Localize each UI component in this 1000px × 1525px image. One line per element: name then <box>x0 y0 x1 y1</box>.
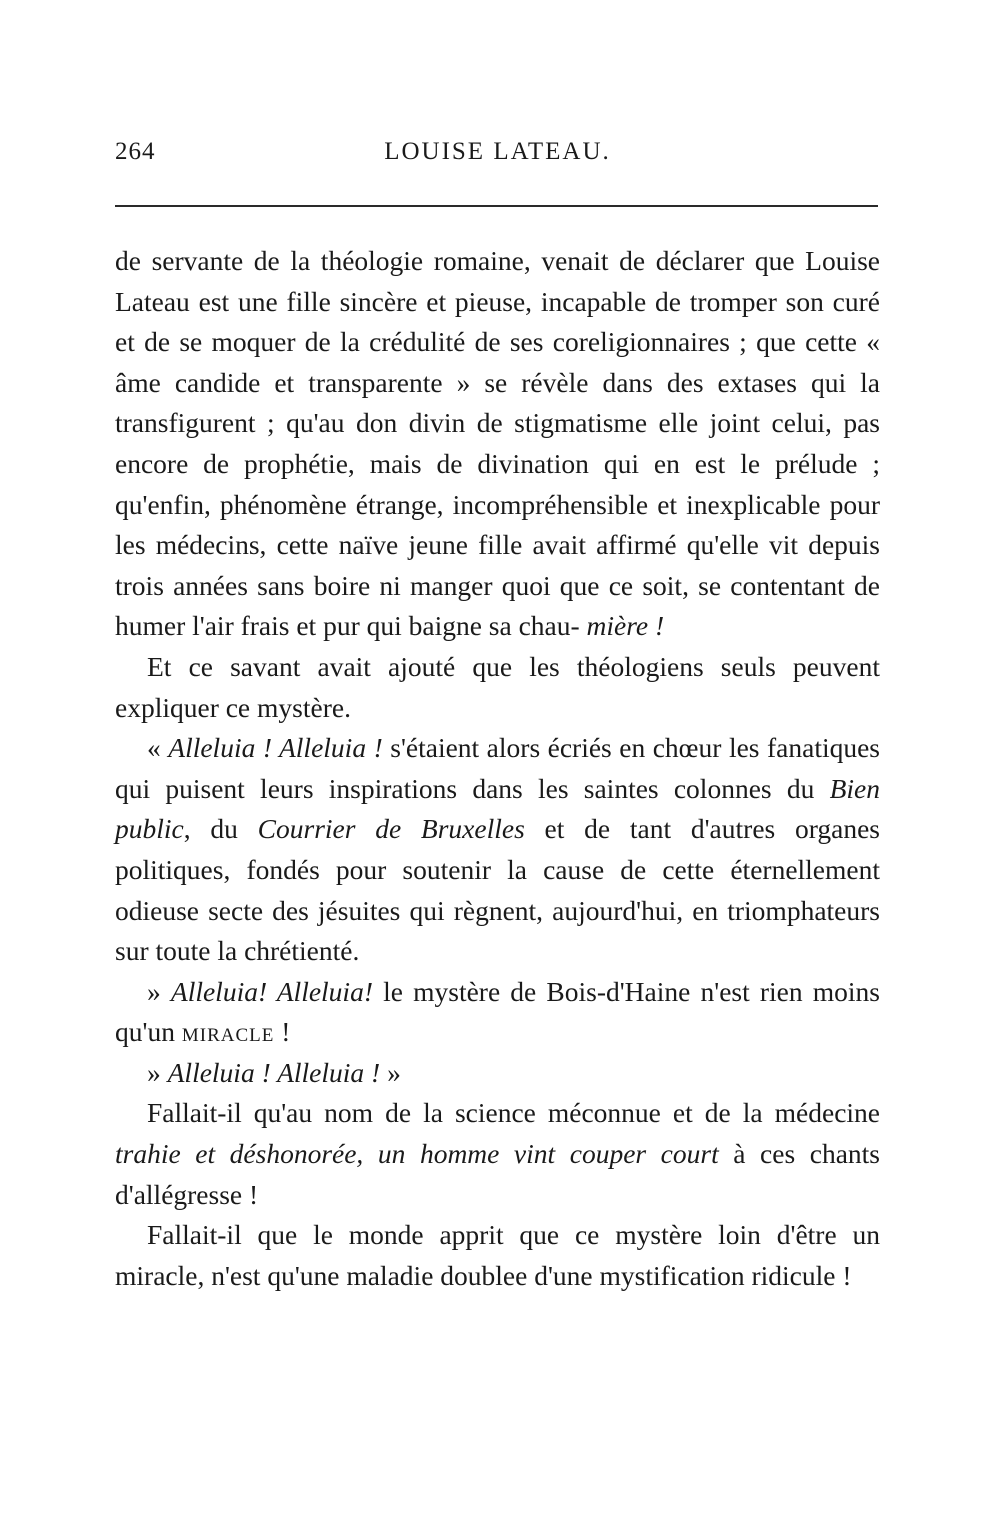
alleluia-exclamation: Alleluia ! Alleluia ! <box>168 732 383 764</box>
newspaper-title: Bien public <box>115 772 880 845</box>
body-text <box>115 241 880 1296</box>
miracle-smallcaps: miracle <box>181 1016 275 1048</box>
alleluia-exclamation: Alleluia! Alleluia! <box>170 975 373 1007</box>
page-number: 264 <box>115 138 156 165</box>
paragraph-3: « Alleluia ! Alleluia ! s'étaient alors écriés en chœur les fanatiques qui puisent leurs inspirations dans les saintes colonnes du Bien public, du Courrier de Bruxelles et de tant d'autres organes politiques, fondés pour soutenir la cause de cette éternellement odieuse secte des jésuites qui règnent, aujourd'hui, en triomphateurs sur toute la chrétienté. <box>115 732 881 967</box>
paragraph-6: Fallait-il qu'au nom de la science méconnue et de la médecine trahie et déshonorée, un homme vint couper court à ces chants d'allégresse ! <box>115 1097 880 1210</box>
paragraph-1: de servante de la théologie romaine, venait de déclarer que Louise Lateau est une fille sincère et pieuse, incapable de tromper son curé et de se moquer de la crédulité de ses coreligionnaires ; que cette « âme candide et transparente » se révèle dans des extases qui la transfigurent ; qu'au don divin de stigmatisme elle joint celui, pas encore de prophétie, mais de divination qui en est le prélude ; qu'enfin, phénomène étrange, incompréhensible et inexplicable pour les médecins, cette naïve jeune fille avait affirmé qu'elle vit depuis trois années sans boire ni manger quoi que ce soit, se contentant de humer l'air frais et pur qui baigne sa chau- mière ! <box>115 245 880 642</box>
paragraph-6-italic: trahie et déshonorée, un homme vint couper court <box>115 1138 719 1170</box>
paragraph-2: Et ce savant avait ajouté que les théologiens seuls peuvent expliquer ce mystère. <box>115 650 880 723</box>
newspaper-title: Courrier de Bruxelles <box>257 813 525 845</box>
alleluia-exclamation: Alleluia ! Alleluia ! <box>167 1056 381 1088</box>
paragraph-1-end: mière ! <box>586 610 665 642</box>
paragraph-5: » Alleluia ! Alleluia ! » <box>147 1056 401 1088</box>
running-head: LOUISE LATEAU. <box>384 138 611 165</box>
paragraph-4: » Alleluia! Alleluia! le mystère de Bois-d'Haine n'est rien moins qu'un miracle ! <box>115 975 880 1048</box>
header-rule <box>115 205 878 207</box>
page-header <box>115 138 880 178</box>
paragraph-7: Fallait-il que le monde apprit que ce mystère loin d'être un miracle, n'est qu'une maladie doublee d'une mystification ridicule ! <box>115 1219 880 1291</box>
